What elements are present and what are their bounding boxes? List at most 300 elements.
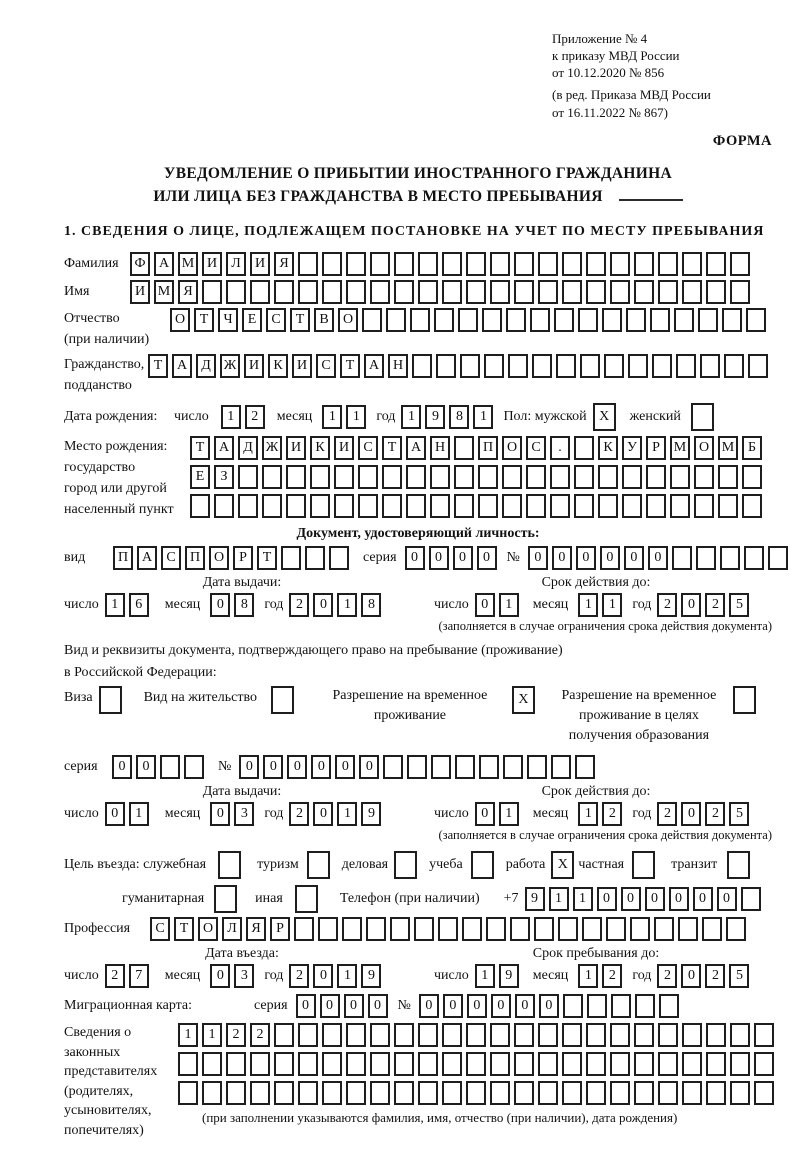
char-box[interactable] (362, 308, 382, 332)
char-box[interactable]: 0 (477, 546, 497, 570)
char-box[interactable] (406, 465, 426, 489)
char-box[interactable] (418, 1081, 438, 1105)
char-box[interactable]: 0 (681, 593, 701, 617)
char-box[interactable]: Р (270, 917, 290, 941)
char-box[interactable]: Т (194, 308, 214, 332)
char-box[interactable] (418, 1052, 438, 1076)
char-box[interactable]: 0 (624, 546, 644, 570)
char-box[interactable] (298, 1023, 318, 1047)
entry-month-boxes[interactable] (210, 964, 258, 988)
char-box[interactable] (318, 917, 338, 941)
char-box[interactable] (514, 1023, 534, 1047)
char-box[interactable] (218, 851, 241, 879)
char-box[interactable] (286, 465, 306, 489)
char-box[interactable] (322, 280, 342, 304)
char-box[interactable]: Ч (218, 308, 238, 332)
char-box[interactable]: И (292, 354, 312, 378)
char-box[interactable] (534, 917, 554, 941)
char-box[interactable] (484, 354, 504, 378)
char-box[interactable] (307, 851, 330, 879)
char-box[interactable] (646, 465, 666, 489)
char-box[interactable] (514, 280, 534, 304)
char-box[interactable] (726, 917, 746, 941)
stay-month-boxes[interactable] (578, 964, 626, 988)
char-box[interactable] (431, 755, 451, 779)
char-box[interactable] (460, 354, 480, 378)
birth-day-boxes[interactable] (221, 405, 269, 429)
char-box[interactable] (430, 465, 450, 489)
char-box[interactable] (438, 917, 458, 941)
char-box[interactable] (558, 917, 578, 941)
char-box[interactable] (658, 280, 678, 304)
char-box[interactable] (510, 917, 530, 941)
char-box[interactable]: 8 (449, 405, 469, 429)
char-box[interactable]: 1 (473, 405, 493, 429)
char-box[interactable] (670, 494, 690, 518)
char-box[interactable] (575, 755, 595, 779)
char-box[interactable] (706, 1023, 726, 1047)
char-box[interactable]: 0 (693, 887, 713, 911)
char-box[interactable]: 0 (669, 887, 689, 911)
char-box[interactable]: Л (222, 917, 242, 941)
char-box[interactable] (562, 1052, 582, 1076)
stay-day-boxes[interactable] (475, 964, 523, 988)
purpose-private-checkbox[interactable] (632, 851, 659, 879)
char-box[interactable] (730, 1081, 750, 1105)
char-box[interactable] (394, 280, 414, 304)
permit-issue-day-boxes[interactable] (105, 802, 153, 826)
purpose-study-checkbox[interactable] (471, 851, 498, 879)
char-box[interactable]: 0 (311, 755, 331, 779)
char-box[interactable] (635, 994, 655, 1018)
char-box[interactable] (610, 1023, 630, 1047)
char-box[interactable] (634, 280, 654, 304)
char-box[interactable] (370, 252, 390, 276)
id-number-boxes[interactable] (528, 546, 792, 570)
char-box[interactable]: О (198, 917, 218, 941)
char-box[interactable] (334, 465, 354, 489)
char-box[interactable]: 0 (405, 546, 425, 570)
char-box[interactable] (682, 1081, 702, 1105)
char-box[interactable] (462, 917, 482, 941)
char-box[interactable]: 9 (525, 887, 545, 911)
char-box[interactable] (706, 252, 726, 276)
char-box[interactable] (238, 494, 258, 518)
entry-year-boxes[interactable] (289, 964, 385, 988)
char-box[interactable]: З (214, 465, 234, 489)
char-box[interactable]: О (209, 546, 229, 570)
char-box[interactable]: 1 (178, 1023, 198, 1047)
char-box[interactable] (632, 851, 655, 879)
char-box[interactable] (563, 994, 583, 1018)
char-box[interactable]: 2 (250, 1023, 270, 1047)
char-box[interactable] (754, 1081, 774, 1105)
char-box[interactable]: 0 (263, 755, 283, 779)
char-box[interactable]: Р (646, 436, 666, 460)
char-box[interactable] (410, 308, 430, 332)
id-series-boxes[interactable] (405, 546, 501, 570)
char-box[interactable] (202, 1081, 222, 1105)
char-box[interactable]: О (338, 308, 358, 332)
char-box[interactable] (322, 1052, 342, 1076)
char-box[interactable] (298, 252, 318, 276)
char-box[interactable] (574, 436, 594, 460)
char-box[interactable] (471, 851, 494, 879)
char-box[interactable]: П (478, 436, 498, 460)
char-box[interactable] (658, 1023, 678, 1047)
char-box[interactable] (346, 1081, 366, 1105)
char-box[interactable] (562, 1081, 582, 1105)
char-box[interactable] (160, 755, 180, 779)
id-issue-year-boxes[interactable] (289, 593, 385, 617)
char-box[interactable]: 8 (234, 593, 254, 617)
char-box[interactable]: 0 (528, 546, 548, 570)
char-box[interactable]: Е (242, 308, 262, 332)
char-box[interactable] (658, 1081, 678, 1105)
char-box[interactable] (682, 252, 702, 276)
char-box[interactable]: 0 (313, 964, 333, 988)
char-box[interactable]: 0 (467, 994, 487, 1018)
char-box[interactable]: У (622, 436, 642, 460)
sex-female-checkbox[interactable] (691, 403, 718, 431)
char-box[interactable] (202, 1052, 222, 1076)
char-box[interactable]: М (154, 280, 174, 304)
char-box[interactable] (250, 1081, 270, 1105)
char-box[interactable] (554, 308, 574, 332)
char-box[interactable] (754, 1052, 774, 1076)
char-box[interactable]: И (244, 354, 264, 378)
char-box[interactable] (412, 354, 432, 378)
char-box[interactable]: 5 (729, 964, 749, 988)
char-box[interactable]: Я (246, 917, 266, 941)
char-box[interactable] (526, 494, 546, 518)
representatives-row2-boxes[interactable] (178, 1052, 778, 1076)
char-box[interactable]: 5 (729, 593, 749, 617)
char-box[interactable]: А (137, 546, 157, 570)
char-box[interactable]: 2 (657, 964, 677, 988)
char-box[interactable] (250, 280, 270, 304)
char-box[interactable] (727, 851, 750, 879)
char-box[interactable] (434, 308, 454, 332)
char-box[interactable] (586, 1052, 606, 1076)
char-box[interactable] (611, 994, 631, 1018)
char-box[interactable] (407, 755, 427, 779)
char-box[interactable] (682, 280, 702, 304)
char-box[interactable] (442, 1081, 462, 1105)
char-box[interactable]: X (551, 851, 574, 879)
char-box[interactable]: 2 (105, 964, 125, 988)
char-box[interactable]: 0 (576, 546, 596, 570)
char-box[interactable]: 3 (234, 964, 254, 988)
char-box[interactable]: 2 (705, 802, 725, 826)
name-boxes[interactable] (130, 280, 754, 304)
surname-boxes[interactable] (130, 252, 754, 276)
char-box[interactable] (622, 494, 642, 518)
char-box[interactable]: 0 (239, 755, 259, 779)
char-box[interactable] (748, 354, 768, 378)
char-box[interactable]: К (310, 436, 330, 460)
char-box[interactable]: 1 (322, 405, 342, 429)
char-box[interactable] (298, 280, 318, 304)
char-box[interactable]: . (550, 436, 570, 460)
char-box[interactable]: 0 (368, 994, 388, 1018)
char-box[interactable]: 0 (539, 994, 559, 1018)
migration-series-boxes[interactable] (296, 994, 392, 1018)
char-box[interactable] (628, 354, 648, 378)
char-box[interactable] (706, 280, 726, 304)
char-box[interactable] (694, 465, 714, 489)
char-box[interactable]: М (718, 436, 738, 460)
representatives-row3-boxes[interactable] (178, 1081, 778, 1105)
char-box[interactable] (587, 994, 607, 1018)
char-box[interactable]: Б (742, 436, 762, 460)
char-box[interactable] (390, 917, 410, 941)
char-box[interactable] (490, 252, 510, 276)
char-box[interactable]: 0 (359, 755, 379, 779)
char-box[interactable]: 0 (443, 994, 463, 1018)
birth-month-boxes[interactable] (322, 405, 370, 429)
char-box[interactable] (503, 755, 523, 779)
char-box[interactable] (634, 1023, 654, 1047)
char-box[interactable] (578, 308, 598, 332)
char-box[interactable]: О (502, 436, 522, 460)
char-box[interactable]: 1 (105, 593, 125, 617)
char-box[interactable]: 0 (313, 802, 333, 826)
char-box[interactable]: 7 (129, 964, 149, 988)
purpose-other-checkbox[interactable] (295, 885, 322, 913)
char-box[interactable] (202, 280, 222, 304)
char-box[interactable]: 0 (515, 994, 535, 1018)
char-box[interactable] (490, 280, 510, 304)
entry-day-boxes[interactable] (105, 964, 153, 988)
char-box[interactable] (262, 494, 282, 518)
char-box[interactable]: 1 (475, 964, 495, 988)
purpose-transit-checkbox[interactable] (727, 851, 754, 879)
char-box[interactable] (184, 755, 204, 779)
citizenship-boxes[interactable] (148, 354, 772, 378)
stay-year-boxes[interactable] (657, 964, 753, 988)
char-box[interactable]: 0 (475, 593, 495, 617)
char-box[interactable]: 1 (499, 593, 519, 617)
char-box[interactable] (383, 755, 403, 779)
char-box[interactable] (310, 465, 330, 489)
char-box[interactable]: 2 (602, 802, 622, 826)
birth-place-row1-boxes[interactable] (190, 436, 766, 460)
char-box[interactable] (322, 1081, 342, 1105)
char-box[interactable]: К (268, 354, 288, 378)
char-box[interactable]: 0 (621, 887, 641, 911)
char-box[interactable] (226, 1052, 246, 1076)
char-box[interactable]: М (178, 252, 198, 276)
purpose-humanitarian-checkbox[interactable] (214, 885, 241, 913)
char-box[interactable] (442, 1052, 462, 1076)
char-box[interactable]: Н (430, 436, 450, 460)
char-box[interactable] (754, 1023, 774, 1047)
char-box[interactable]: 6 (129, 593, 149, 617)
char-box[interactable] (514, 1081, 534, 1105)
char-box[interactable]: 0 (335, 755, 355, 779)
char-box[interactable] (634, 1081, 654, 1105)
char-box[interactable]: 0 (296, 994, 316, 1018)
char-box[interactable]: 2 (657, 593, 677, 617)
char-box[interactable] (366, 917, 386, 941)
id-valid-year-boxes[interactable] (657, 593, 753, 617)
char-box[interactable] (226, 280, 246, 304)
char-box[interactable]: 0 (112, 755, 132, 779)
char-box[interactable] (532, 354, 552, 378)
char-box[interactable] (586, 1023, 606, 1047)
char-box[interactable] (418, 280, 438, 304)
char-box[interactable] (700, 354, 720, 378)
char-box[interactable] (226, 1081, 246, 1105)
char-box[interactable] (508, 354, 528, 378)
char-box[interactable] (250, 1052, 270, 1076)
char-box[interactable] (606, 917, 626, 941)
char-box[interactable] (466, 1052, 486, 1076)
char-box[interactable]: Т (148, 354, 168, 378)
residence-permit-checkbox[interactable] (271, 686, 298, 714)
char-box[interactable] (538, 1052, 558, 1076)
char-box[interactable] (298, 1052, 318, 1076)
char-box[interactable] (742, 465, 762, 489)
char-box[interactable]: 2 (657, 802, 677, 826)
char-box[interactable] (466, 252, 486, 276)
char-box[interactable] (551, 755, 571, 779)
char-box[interactable]: 0 (681, 964, 701, 988)
char-box[interactable]: X (593, 403, 616, 431)
char-box[interactable] (394, 1081, 414, 1105)
char-box[interactable] (346, 280, 366, 304)
char-box[interactable]: 1 (401, 405, 421, 429)
char-box[interactable] (514, 252, 534, 276)
char-box[interactable]: И (130, 280, 150, 304)
char-box[interactable] (370, 280, 390, 304)
char-box[interactable]: 1 (602, 593, 622, 617)
char-box[interactable] (768, 546, 788, 570)
char-box[interactable] (630, 917, 650, 941)
char-box[interactable]: С (526, 436, 546, 460)
char-box[interactable]: 1 (573, 887, 593, 911)
char-box[interactable]: 0 (717, 887, 737, 911)
char-box[interactable]: 1 (499, 802, 519, 826)
char-box[interactable] (418, 1023, 438, 1047)
char-box[interactable]: А (154, 252, 174, 276)
char-box[interactable] (478, 494, 498, 518)
char-box[interactable] (670, 465, 690, 489)
char-box[interactable] (730, 252, 750, 276)
char-box[interactable] (672, 546, 692, 570)
char-box[interactable]: 9 (361, 964, 381, 988)
char-box[interactable]: 1 (549, 887, 569, 911)
char-box[interactable] (722, 308, 742, 332)
char-box[interactable]: 0 (645, 887, 665, 911)
char-box[interactable]: 1 (346, 405, 366, 429)
char-box[interactable]: Л (226, 252, 246, 276)
char-box[interactable] (538, 1081, 558, 1105)
char-box[interactable]: Р (233, 546, 253, 570)
char-box[interactable]: Ф (130, 252, 150, 276)
char-box[interactable] (610, 1052, 630, 1076)
char-box[interactable]: 0 (600, 546, 620, 570)
char-box[interactable] (466, 1081, 486, 1105)
char-box[interactable] (502, 465, 522, 489)
char-box[interactable] (733, 686, 756, 714)
char-box[interactable] (274, 1023, 294, 1047)
char-box[interactable] (582, 917, 602, 941)
char-box[interactable] (454, 465, 474, 489)
char-box[interactable] (682, 1023, 702, 1047)
char-box[interactable] (214, 885, 237, 913)
representatives-row1-boxes[interactable] (178, 1023, 778, 1047)
char-box[interactable] (622, 465, 642, 489)
char-box[interactable]: С (266, 308, 286, 332)
char-box[interactable] (580, 354, 600, 378)
char-box[interactable] (262, 465, 282, 489)
char-box[interactable]: О (694, 436, 714, 460)
char-box[interactable] (382, 494, 402, 518)
char-box[interactable]: Т (382, 436, 402, 460)
char-box[interactable]: Н (388, 354, 408, 378)
char-box[interactable]: 1 (337, 593, 357, 617)
char-box[interactable] (586, 1081, 606, 1105)
char-box[interactable]: 2 (705, 964, 725, 988)
char-box[interactable] (430, 494, 450, 518)
char-box[interactable]: С (316, 354, 336, 378)
char-box[interactable]: 0 (210, 802, 230, 826)
char-box[interactable] (295, 885, 318, 913)
permit-series-boxes[interactable] (112, 755, 208, 779)
char-box[interactable] (294, 917, 314, 941)
char-box[interactable] (442, 1023, 462, 1047)
char-box[interactable] (694, 494, 714, 518)
char-box[interactable] (742, 494, 762, 518)
char-box[interactable] (676, 354, 696, 378)
id-valid-day-boxes[interactable] (475, 593, 523, 617)
char-box[interactable] (741, 887, 761, 911)
char-box[interactable] (178, 1081, 198, 1105)
birth-year-boxes[interactable] (401, 405, 497, 429)
purpose-business-checkbox[interactable] (394, 851, 421, 879)
char-box[interactable] (322, 1023, 342, 1047)
char-box[interactable] (658, 1052, 678, 1076)
id-issue-month-boxes[interactable] (210, 593, 258, 617)
char-box[interactable]: 9 (361, 802, 381, 826)
char-box[interactable] (602, 308, 622, 332)
char-box[interactable] (322, 252, 342, 276)
char-box[interactable] (386, 308, 406, 332)
char-box[interactable] (310, 494, 330, 518)
char-box[interactable]: М (670, 436, 690, 460)
char-box[interactable]: И (250, 252, 270, 276)
char-box[interactable] (486, 917, 506, 941)
char-box[interactable] (482, 308, 502, 332)
char-box[interactable]: 1 (337, 964, 357, 988)
char-box[interactable] (526, 465, 546, 489)
char-box[interactable]: 0 (648, 546, 668, 570)
char-box[interactable]: 2 (289, 802, 309, 826)
profession-boxes[interactable] (150, 917, 750, 941)
char-box[interactable] (730, 1023, 750, 1047)
char-box[interactable]: П (113, 546, 133, 570)
char-box[interactable]: 3 (234, 802, 254, 826)
char-box[interactable] (190, 494, 210, 518)
char-box[interactable] (305, 546, 325, 570)
char-box[interactable] (678, 917, 698, 941)
char-box[interactable] (274, 280, 294, 304)
char-box[interactable] (658, 252, 678, 276)
char-box[interactable]: Т (340, 354, 360, 378)
char-box[interactable] (394, 1052, 414, 1076)
